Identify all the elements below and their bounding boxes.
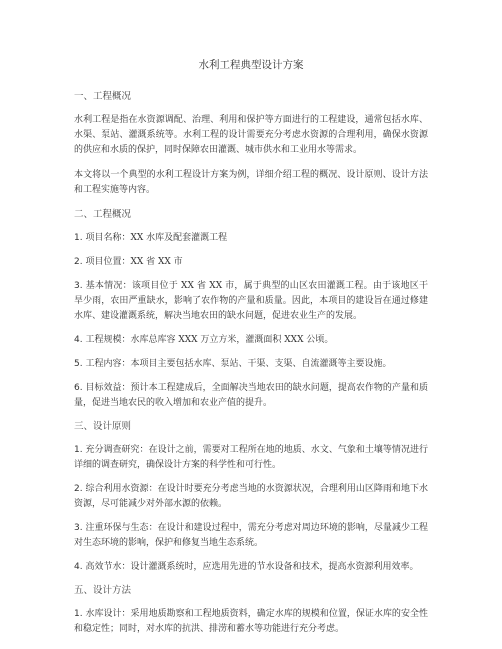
item-number: 4. xyxy=(74,562,83,572)
section-heading-overview: 一、工程概况 xyxy=(74,91,132,102)
list-item xyxy=(74,381,428,411)
item-text: 综合利用水资源：在设计时要充分考虑当地的水资源状况，合理利用山区降雨和地下水资源，尽可能减少对外部水源的依赖。 xyxy=(74,484,428,509)
item-number: 3. xyxy=(74,523,83,533)
paragraph: 本文将以一个典型的水利工程设计方案为例，详细介绍工程的概况、设计原则、设计方法和工程实施等内容。 xyxy=(74,170,428,195)
item-number: 6. xyxy=(74,383,83,393)
list-item xyxy=(74,357,428,372)
item-text: 工程内容：本项目主要包括水库、泵站、干渠、支渠、自流灌溉等主要设施。 xyxy=(85,359,392,369)
item-number: 1. xyxy=(74,233,83,243)
item-number: 2. xyxy=(74,257,83,267)
section-heading-project: 二、工程概况 xyxy=(74,209,132,220)
list-item xyxy=(74,607,428,637)
item-number: 4. xyxy=(74,335,83,345)
item-text: 高效节水：设计灌溉系统时，应选用先进的节水设备和技术，提高水资源利用效率。 xyxy=(85,562,419,572)
item-text: 充分调查研究：在设计之前，需要对工程所在地的地质、水文、气象和土壤等情况进行详细的调查研究，确保设计方案的科学性和可行性。 xyxy=(74,445,428,470)
paragraph: 水利工程是指在水资源调配、治理、利用和保护等方面进行的工程建设，通常包括水库、水渠、泵站、灌溉系统等。水利工程的设计需要充分考虑水资源的合理利用，确保水资源的供应和水质的保护，同时保障农田灌溉、城市供水和工业用水等需求。 xyxy=(74,115,428,155)
list-item xyxy=(74,560,428,575)
item-text: 基本情况：该项目位于 XX 省 XX 市，属于典型的山区农田灌溉工程。由于该地区干旱少雨，农田严重缺水，影响了农作物的产量和质量。因此，本项目的建设旨在通过修建水库、建设灌溉系统，解决当地农田的缺水问题，促进农业生产的发展。 xyxy=(74,281,428,321)
item-text: 注重环保与生态：在设计和建设过程中，需充分考虑对周边环境的影响，尽量减少工程对生态环境的影响，保护和修复当地生态系统。 xyxy=(74,523,428,548)
item-number: 1. xyxy=(74,445,83,455)
item-text: 工程规模：水库总库容 XXX 万立方米，灌溉面积 XXX 公顷。 xyxy=(85,335,334,345)
item-number: 3. xyxy=(74,281,83,291)
document-title: 水利工程典型设计方案 xyxy=(198,59,304,71)
item-text: 水库设计：采用地质勘察和工程地质资料，确定水库的规模和位置，保证水库的安全性和稳定性；同时，对水库的抗洪、排涝和蓄水等功能进行充分考虑。 xyxy=(74,609,428,634)
list-item xyxy=(74,333,428,348)
list-item xyxy=(74,255,428,270)
list-item xyxy=(74,279,428,324)
section-heading-principles: 三、设计原则 xyxy=(74,421,132,432)
item-number: 2. xyxy=(74,484,83,494)
item-text: 项目位置：XX 省 XX 市 xyxy=(85,257,183,267)
item-number: 5. xyxy=(74,359,83,369)
list-item xyxy=(74,443,428,473)
list-item xyxy=(74,231,428,246)
item-text: 目标效益：预计本工程建成后，全面解决当地农田的缺水问题，提高农作物的产量和质量，促进当地农民的收入增加和农业产值的提升。 xyxy=(74,383,428,408)
list-item xyxy=(74,482,428,512)
item-text: 项目名称：XX 水库及配套灌溉工程 xyxy=(85,233,228,243)
list-item xyxy=(74,521,428,551)
item-number: 1. xyxy=(74,609,83,619)
section-heading-methods: 五、设计方法 xyxy=(74,585,132,596)
